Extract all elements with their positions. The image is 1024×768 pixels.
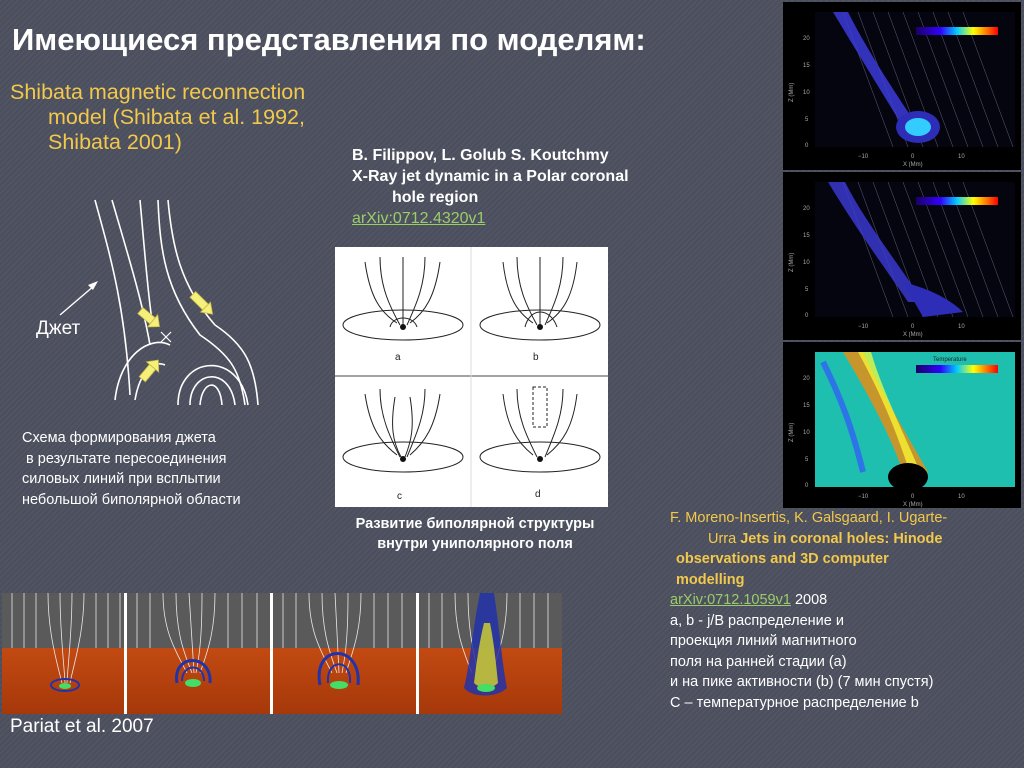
sim-c-z-tick: 0 <box>805 483 809 489</box>
sim-c-z-label: Z (Mm) <box>789 422 795 442</box>
sim-a-z-tick: 10 <box>803 90 810 96</box>
bipolar-caption-line2: внутри униполярного поля <box>377 536 573 552</box>
filippov-arxiv-link[interactable]: arXiv:0712.4320v1 <box>352 210 486 227</box>
pariat-image-strip <box>2 593 562 714</box>
moreno-title-part2: observations and 3D computer <box>676 551 889 567</box>
schema-line3: силовых линий при всплытии <box>22 471 221 487</box>
bipolar-caption-line1: Развитие биполярной структуры <box>355 516 595 532</box>
pariat-frame-1 <box>2 593 124 714</box>
sim-b-x-label: X (Mm) <box>903 332 923 338</box>
sim-b-z-tick: 15 <box>803 233 810 239</box>
schema-line2: в результате пересоединения <box>22 450 227 467</box>
moreno-authors-line2: Urra <box>708 530 737 547</box>
sim-c-colorbar-label: Temperature <box>933 357 967 363</box>
simulation-image-c <box>783 342 1021 508</box>
schema-description <box>22 428 312 510</box>
sim-c-z-tick: 5 <box>805 457 809 463</box>
sim-b-x-tick: 10 <box>958 324 965 330</box>
shibata-line2: model (Shibata et al. 1992, <box>48 105 305 129</box>
pariat-frame-4 <box>419 593 562 714</box>
sim-b-z-tick: 5 <box>805 287 809 293</box>
sim-a-z-tick: 20 <box>803 36 810 42</box>
sim-b-z-label: Z (Mm) <box>789 252 795 272</box>
moreno-authors-line1: F. Moreno-Insertis, K. Galsgaard, I. Ugarte- <box>670 510 948 526</box>
sim-c-x-tick: −10 <box>858 494 869 500</box>
sim-b-z-tick: 0 <box>805 313 809 319</box>
moreno-desc1: a, b - j/B распределение и <box>670 612 844 629</box>
panel-label-b: b <box>533 352 539 363</box>
reconnection-schematic <box>40 195 300 420</box>
sim-c-x-label: X (Mm) <box>903 502 923 508</box>
filippov-authors: B. Filippov, L. Golub S. Koutchmy <box>352 147 609 164</box>
simulation-image-a <box>783 2 1021 170</box>
moreno-desc2: проекция линий магнитного <box>670 633 857 649</box>
moreno-desc3: поля на ранней стадии (a) <box>670 653 847 670</box>
sim-c-z-tick: 20 <box>803 376 810 382</box>
pariat-frame-3 <box>273 593 416 714</box>
slide-title: Имеющиеся представления по моделям: <box>12 22 646 57</box>
filippov-reference <box>352 145 732 229</box>
sim-b-x-tick: 0 <box>911 324 915 330</box>
moreno-arxiv-link[interactable]: arXiv:0712.1059v1 <box>670 592 791 608</box>
sim-a-x-tick: −10 <box>858 154 869 160</box>
bipolar-caption <box>315 514 635 554</box>
pariat-reference: Pariat et al. 2007 <box>10 716 154 737</box>
moreno-desc5: C – температурное распределение b <box>670 694 919 711</box>
simulation-image-b <box>783 172 1021 340</box>
panel-label-a: a <box>395 352 401 363</box>
shibata-reference <box>10 80 370 155</box>
sim-c-z-tick: 15 <box>803 403 810 409</box>
schema-line4: небольшой биполярной области <box>22 491 241 508</box>
sim-a-x-tick: 0 <box>911 154 915 160</box>
sim-c-x-tick: 0 <box>911 494 915 500</box>
bipolar-panels-drawing <box>335 247 608 507</box>
shibata-line1: Shibata magnetic reconnection <box>10 80 306 104</box>
filippov-title-line1: X-Ray jet dynamic in a Polar coronal <box>352 168 629 185</box>
pariat-frame-2 <box>127 593 270 714</box>
moreno-reference <box>670 508 1020 713</box>
moreno-title-part3: modelling <box>676 571 745 588</box>
sim-b-z-tick: 20 <box>803 206 810 212</box>
bipolar-figure <box>335 247 608 507</box>
sim-a-z-tick: 15 <box>803 63 810 69</box>
sim-c-z-tick: 10 <box>803 430 810 436</box>
moreno-desc4: и на пике активности (b) (7 мин спустя) <box>670 674 934 690</box>
panel-label-c: c <box>397 491 402 502</box>
sim-a-z-tick: 5 <box>805 117 809 123</box>
sim-a-z-label: Z (Mm) <box>789 82 795 102</box>
sim-c-x-tick: 10 <box>958 494 965 500</box>
sim-a-z-tick: 0 <box>805 143 809 149</box>
moreno-title-part1: Jets in coronal holes: Hinode <box>740 530 943 547</box>
sim-a-x-tick: 10 <box>958 154 965 160</box>
moreno-year: 2008 <box>794 592 828 608</box>
filippov-title-line2: hole region <box>392 189 479 206</box>
jet-label: Джет <box>36 318 81 339</box>
panel-label-d: d <box>535 489 541 500</box>
sim-b-z-tick: 10 <box>803 260 810 266</box>
sim-b-x-tick: −10 <box>858 324 869 330</box>
shibata-line3: Shibata 2001) <box>48 130 182 154</box>
sim-a-x-label: X (Mm) <box>903 162 923 168</box>
schema-line1: Схема формирования джета <box>22 430 216 446</box>
